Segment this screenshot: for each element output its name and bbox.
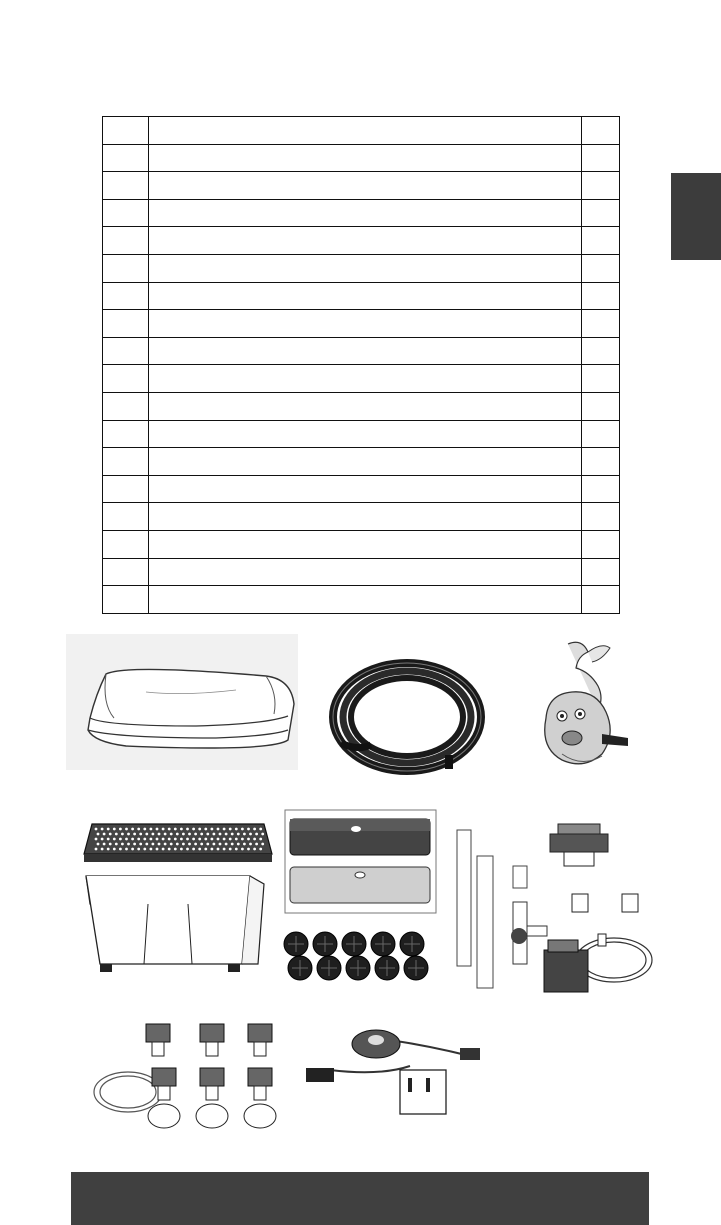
description-cell xyxy=(149,420,582,448)
number-cell xyxy=(103,392,149,420)
transformer-hub-image xyxy=(300,1016,500,1140)
quantity-cell xyxy=(582,530,620,558)
description-cell xyxy=(149,337,582,365)
description-cell xyxy=(149,392,582,420)
number-cell xyxy=(103,172,149,200)
description-cell xyxy=(149,503,582,531)
pump-image xyxy=(534,820,656,1012)
description-cell xyxy=(149,172,582,200)
number-cell xyxy=(103,254,149,282)
table-row xyxy=(103,282,620,310)
number-cell xyxy=(103,144,149,172)
quantity-cell xyxy=(582,172,620,200)
table-row xyxy=(103,530,620,558)
table-row xyxy=(103,310,620,338)
parts-list-table xyxy=(102,116,620,614)
table-row xyxy=(103,337,620,365)
description-cell xyxy=(149,530,582,558)
tubing-coil-image xyxy=(327,655,487,777)
table-row xyxy=(103,172,620,200)
description-cell xyxy=(149,199,582,227)
table-row xyxy=(103,503,620,531)
quantity-cell xyxy=(582,365,620,393)
header-description xyxy=(149,117,582,145)
table-row xyxy=(103,392,620,420)
quantity-cell xyxy=(582,337,620,365)
description-cell xyxy=(149,227,582,255)
quantity-cell xyxy=(582,503,620,531)
table-row xyxy=(103,448,620,476)
table-row xyxy=(103,420,620,448)
table-row xyxy=(103,254,620,282)
quantity-cell xyxy=(582,199,620,227)
number-cell xyxy=(103,420,149,448)
description-cell xyxy=(149,475,582,503)
table-row xyxy=(103,475,620,503)
footer-bar xyxy=(71,1172,649,1225)
description-cell xyxy=(149,254,582,282)
quantity-cell xyxy=(582,227,620,255)
description-cell xyxy=(149,144,582,172)
number-cell xyxy=(103,227,149,255)
section-tab xyxy=(671,173,721,260)
quantity-cell xyxy=(582,586,620,614)
quantity-cell xyxy=(582,144,620,172)
number-cell xyxy=(103,448,149,476)
number-cell xyxy=(103,282,149,310)
number-cell xyxy=(103,503,149,531)
number-cell xyxy=(103,365,149,393)
filter-pads-image xyxy=(284,809,437,914)
description-cell xyxy=(149,365,582,393)
number-cell xyxy=(103,530,149,558)
number-cell xyxy=(103,475,149,503)
table-row xyxy=(103,586,620,614)
led-light-set-image xyxy=(88,1006,288,1144)
quantity-cell xyxy=(582,392,620,420)
quantity-cell xyxy=(582,448,620,476)
table-row xyxy=(103,227,620,255)
table-row xyxy=(103,199,620,227)
quantity-cell xyxy=(582,558,620,586)
number-cell xyxy=(103,558,149,586)
quantity-cell xyxy=(582,475,620,503)
description-cell xyxy=(149,448,582,476)
pond-liner-image xyxy=(66,634,298,770)
number-cell xyxy=(103,586,149,614)
table-row xyxy=(103,144,620,172)
description-cell xyxy=(149,558,582,586)
table-row xyxy=(103,365,620,393)
number-cell xyxy=(103,199,149,227)
quantity-cell xyxy=(582,310,620,338)
number-cell xyxy=(103,337,149,365)
quantity-cell xyxy=(582,254,620,282)
quantity-cell xyxy=(582,282,620,310)
header-quantity xyxy=(582,117,620,145)
description-cell xyxy=(149,310,582,338)
header-number xyxy=(103,117,149,145)
number-cell xyxy=(103,310,149,338)
description-cell xyxy=(149,586,582,614)
table-header-row xyxy=(103,117,620,145)
filter-box-image xyxy=(78,814,278,980)
description-cell xyxy=(149,282,582,310)
quantity-cell xyxy=(582,420,620,448)
koi-spitter-image xyxy=(532,638,642,772)
table-row xyxy=(103,558,620,586)
bio-balls-image xyxy=(282,930,442,984)
